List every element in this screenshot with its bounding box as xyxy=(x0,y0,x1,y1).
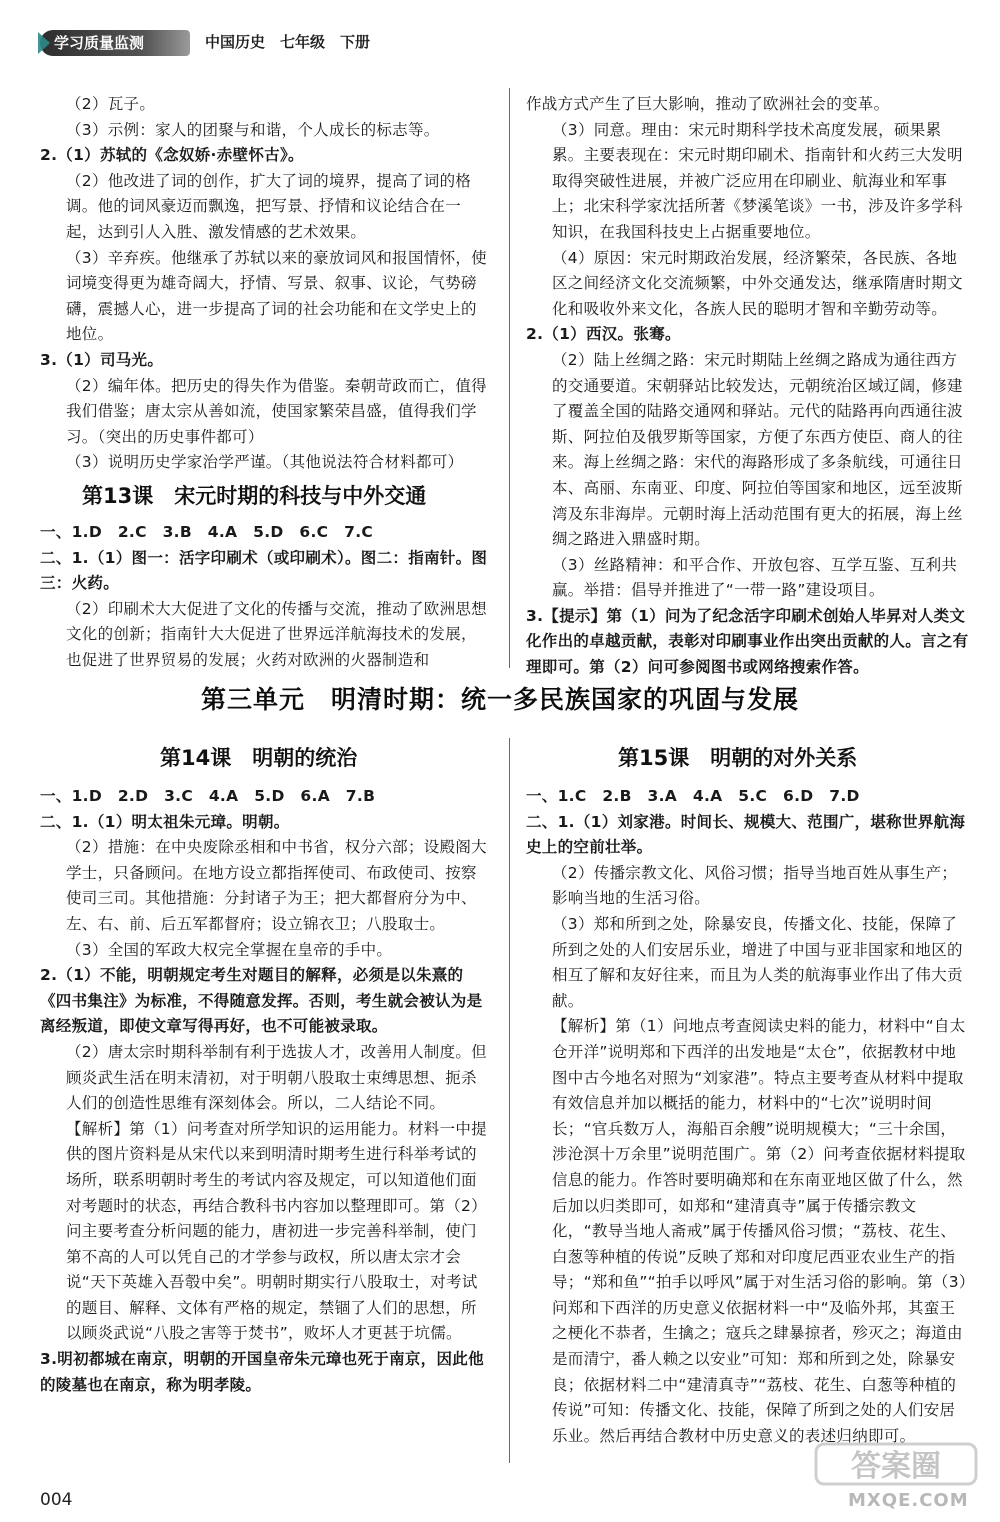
page-header xyxy=(40,26,500,60)
answer-line: 2.（1）苏轼的《念奴娇·赤壁怀古》。 xyxy=(40,146,304,165)
analysis-paragraph: 【解析】第（1）问考查对所学知识的运用能力。材料一中提供的图片资料是从宋代以来到明清时期考生进行科举考试的场所，联系明朝时考生的考试内容及规定，可以知道他们面对考题时的状态，再结合教科书内容加以整理即可。第（2）问主要考查分析问题的能力，唐初进一步完善科举制，使门第不高的人可以凭自己的才学参与政权，所以唐太宗才会说“天下英雄入吾彀中矣”。明朝时期实行八股取士，对考试的题目、解释、文体有严格的规定，禁锢了人们的思想，所以顾炎武说“八股之害等于焚书”，败坏人才更甚于坑儒。 xyxy=(66,1119,487,1343)
answer-line: 二、1.（1）图一：活字印刷术（或印刷术）。图二：指南针。图三：火药。 xyxy=(40,548,488,593)
answer-line: 作战方式产生了巨大影响，推动了欧洲社会的变革。 xyxy=(526,95,890,113)
answer-line: 二、1.（1）明太祖朱元璋。明朝。 xyxy=(40,812,290,831)
top-left-column xyxy=(40,92,492,476)
answer-line: （3）郑和所到之处，除暴安良，传播文化、技能，保障了所到之处的人们安居乐业，增进了中国与亚非国家和地区的相互了解和友好往来，而且为人类的航海事业作出了伟大贡献。 xyxy=(552,914,963,1010)
page-number: 004 xyxy=(40,1490,73,1510)
answer-line: （2）印刷术大大促进了文化的传播与交流，推动了欧洲思想文化的创新；指南针大大促进了世界远洋航海技术的发展，也促进了世界贸易的发展；火药对欧洲的火器制造和 xyxy=(66,599,487,669)
answer-line: 3.（1）司马光。 xyxy=(40,350,164,369)
answer-line: 3.【提示】第（1）问为了纪念活字印刷术创始人毕昇对人类文化作出的卓越贡献，表彰对印刷事业作出突出贡献的人。言之有理即可。第（2）问可参阅图书或网络搜索作答。 xyxy=(526,606,969,677)
answer-line: （4）原因：宋元时期政治发展，经济繁荣，各民族、各地区之间经济文化交流频繁，中外交通发达，继承隋唐时期文化和吸收外来文化，各族人民的聪明才智和辛勤劳动等。 xyxy=(552,248,963,318)
answer-line: （2）他改进了词的创作，扩大了词的境界，提高了词的格调。他的词风豪迈而飘逸，把写景、抒情和议论结合在一起，达到引人入胜、激发情感的艺术效果。 xyxy=(66,171,472,241)
lesson-13-answers xyxy=(40,520,492,674)
answer-line: 2.（1）西汉。张骞。 xyxy=(526,325,681,344)
unit-3-title: 第三单元 明清时期：统一多民族国家的巩固与发展 xyxy=(200,685,799,714)
answer-line: 一、1.C 2.B 3.A 4.A 5.C 6.D 7.D xyxy=(526,787,860,805)
answer-line: （2）编年体。把历史的得失作为借鉴。秦朝苛政而亡，值得我们借鉴；唐太宗从善如流，使国家繁荣昌盛，值得我们学习。（突出的历史事件都可） xyxy=(66,376,487,446)
watermark-logo-icon xyxy=(808,1440,988,1490)
answer-line: （3）示例：家人的团聚与和谐，个人成长的标志等。 xyxy=(66,120,440,139)
top-right-column xyxy=(526,92,970,681)
answer-line: 一、1.D 2.C 3.B 4.A 5.D 6.C 7.C xyxy=(40,523,374,541)
answer-line: 一、1.D 2.D 3.C 4.A 5.D 6.A 7.B xyxy=(40,787,376,805)
brand-arrow-icon xyxy=(38,32,50,54)
lesson-15-title: 第15课 明朝的对外关系 xyxy=(618,746,858,770)
answer-line: （3）说明历史学家治学严谨。（其他说法符合材料都可） xyxy=(66,453,464,472)
column-divider xyxy=(509,88,510,668)
svg-text:答案圈: 答案圈 xyxy=(851,1449,941,1484)
answer-line: （2）唐太宗时期科举制有利于选拔人才，改善用人制度。但顾炎武生活在明末清初，对于明朝八股取士束缚思想、扼杀人们的创造性思维有深刻体会。所以，二人结论不同。 xyxy=(66,1042,487,1113)
site-watermark xyxy=(808,1440,988,1516)
answer-line: （3）辛弃疾。他继承了苏轼以来的豪放词风和报国情怀，使词境变得更为雄奇阔大，抒情、写景、叙事、议论，气势磅礴，震撼人心，进一步提高了词的社会功能和在文学史上的地位。 xyxy=(66,248,487,344)
answer-line: 3.明初都城在南京，明朝的开国皇帝朱元璋也死于南京，因此他的陵墓也在南京，称为明孝陵。 xyxy=(40,1350,484,1394)
answer-line: （2）传播宗教文化、风俗习惯；指导当地百姓从事生产；影响当地的生活习俗。 xyxy=(552,863,958,908)
answer-line: （2）陆上丝绸之路：宋元时期陆上丝绸之路成为通往西方的交通要道。宋朝驿站比较发达，元朝统治区域辽阔，修建了覆盖全国的陆路交通网和驿站。元代的陆路再向西通往波斯、阿拉伯及俄罗斯等国家，方便了东西方使臣、商人的往来。海上丝绸之路：宋代的海路形成了多条航线，可通往日本、高丽、东南亚、印度、阿拉伯等国家和地区，远至波斯湾及东非海岸。元朝时海上活动范围有更大的拓展，海上丝绸之路进入鼎盛时期。 xyxy=(552,350,963,549)
answer-line: （2）瓦子。 xyxy=(66,95,156,113)
lesson-13-title: 第13课 宋元时期的科技与中外交通 xyxy=(82,484,427,508)
analysis-paragraph: 【解析】第（1）问地点考查阅读史料的能力，材料中“自太仓开洋”说明郑和下西洋的出发地是“太仓”，依据教材中地图中古今地名对照为“刘家港”。特点主要考查从材料中提取有效信息并加以概括的能力，材料中的“七次”说明时间长；“官兵数万人，海船百余艘”说明规模大；“三十余国，涉沧溟十万余里”说明范围广。第（2）问考查依据材料提取信息的能力。作答时要明确郑和在东南亚地区做了什么，然后加以归类即可，如郑和“建清真寺”属于传播宗教文化，“教导当地人斋戒”属于传播风俗习惯；“荔枝、花生、白葱等种植的传说”反映了郑和对印度尼西亚农业生产的指导；“郑和鱼”“拍手以呼风”属于对生活习俗的影响。第（3）问郑和下西洋的历史意义依据材料一中“及临外邦，其蛮王之梗化不恭者，生擒之；寇兵之肆暴掠者，殄灭之；海道由是而清宁，番人赖之以安业”可知：郑和所到之处，除暴安良；依据材料二中“建清真寺”“荔枝、花生、白葱等种植的传说”可知：传播文化、技能，保障了所到之处的人们安居乐业。然后再结合教材中历史意义的表述归纳即可。 xyxy=(552,1017,967,1445)
book-title: 中国历史 七年级 下册 xyxy=(205,33,371,51)
watermark-site-text: MXQE.COM xyxy=(848,1490,969,1511)
lesson-14-answers xyxy=(40,784,492,1398)
answer-line: （3）同意。理由：宋元时期科学技术高度发展，硕果累累。主要表现在：宋元时期印刷术、指南针和火药三大发明取得突破性进展，并被广泛应用在印刷业、航海业和军事上；北宋科学家沈括所著《梦溪笔谈》一书，涉及许多学科知识，在我国科技史上占据重要地位。 xyxy=(552,120,963,241)
series-brand-badge xyxy=(40,30,190,56)
answer-line: 2.（1）不能，明朝规定考生对题目的解释，必须是以朱熹的《四书集注》为标准，不得随意发挥。否则，考生就会被认为是离经叛道，即使文章写得再好，也不可能被录取。 xyxy=(40,966,483,1036)
series-brand: 学习质量监测 xyxy=(54,34,145,52)
lesson-15-answers xyxy=(526,784,970,1449)
answer-line: （2）措施：在中央废除丞相和中书省，权分六部；设殿阁大学士，只备顾问。在地方设立都指挥使司、布政使司、按察使司三司。其他措施：分封诸子为王；把大都督府分为中、左、右、前、后五军都督府；设立锦衣卫；八股取士。 xyxy=(66,838,487,933)
answer-line: （3）全国的军政大权完全掌握在皇帝的手中。 xyxy=(66,940,393,959)
answer-line: （3）丝路精神：和平合作、开放包容、互学互鉴、互利共赢。举措：倡导并推进了“一带一路”建设项目。 xyxy=(552,555,958,600)
answer-line: 二、1.（1）刘家港。时间长、规模大、范围广，堪称世界航海史上的空前壮举。 xyxy=(526,812,966,857)
lesson-14-title: 第14课 明朝的统治 xyxy=(160,746,358,770)
column-divider xyxy=(509,738,510,1463)
